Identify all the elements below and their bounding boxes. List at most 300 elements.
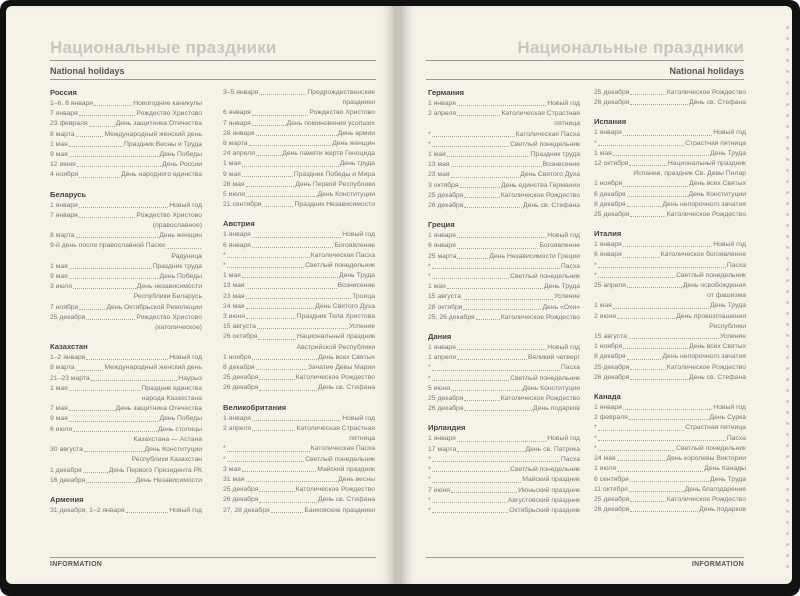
holiday-date: 8 марта — [50, 232, 75, 240]
leader-dots — [627, 206, 662, 207]
perforation-dot — [786, 510, 789, 513]
holiday-name: Пасха — [726, 261, 746, 269]
holiday-date: * — [223, 251, 226, 259]
holiday-name: День Конституции — [688, 190, 746, 198]
page-footer: INFORMATION — [50, 561, 103, 568]
holiday-date: 1 января — [594, 129, 622, 137]
leader-dots — [94, 105, 132, 106]
holiday-row — [223, 383, 375, 393]
holiday-date: 25 марта — [428, 252, 457, 260]
country-block — [50, 342, 202, 486]
holiday-date: * — [594, 139, 597, 147]
holiday-name: Международный женский день — [104, 130, 202, 138]
holiday-row — [594, 312, 746, 322]
holiday-row — [428, 99, 580, 109]
leader-dots — [598, 267, 726, 268]
holiday-name: День единства Германии — [500, 181, 580, 189]
holiday-row — [223, 322, 375, 332]
holiday-name: Светлый понедельник — [305, 455, 375, 463]
holiday-name-continued: праздники — [342, 99, 375, 107]
holiday-name: Июньский праздник — [518, 486, 580, 494]
country-block — [50, 190, 202, 334]
title-rule — [50, 60, 376, 61]
holiday-date: 2 июня — [594, 312, 616, 320]
holiday-row — [50, 404, 202, 414]
country-heading: Россия — [50, 88, 77, 97]
holiday-name: Великий четверг — [527, 354, 580, 362]
holiday-name: Новый год — [342, 231, 375, 239]
holiday-row — [428, 252, 580, 262]
holiday-name: День провозглашения — [676, 312, 746, 320]
holiday-date: * — [594, 424, 597, 432]
holiday-name: Богоявление — [539, 242, 580, 250]
holiday-name: День всех Святых — [689, 180, 746, 188]
holiday-name: День Труда — [710, 475, 746, 483]
holiday-date: 6 сентября — [594, 475, 629, 483]
holiday-date: 28 января — [223, 129, 255, 137]
holiday-row — [594, 505, 746, 515]
leader-dots — [91, 380, 178, 381]
holiday-row — [50, 160, 202, 170]
holiday-date: 1 июля — [594, 465, 617, 473]
leader-dots — [246, 186, 295, 187]
holiday-name: Вознесение — [542, 161, 580, 169]
holiday-date: * — [428, 455, 431, 463]
holiday-name-continued: пятница — [349, 435, 375, 443]
holiday-row — [50, 201, 202, 211]
leader-dots — [613, 155, 709, 156]
perforation-dot — [786, 224, 789, 227]
holiday-name: День женщин — [332, 140, 375, 148]
country-heading: Армения — [50, 494, 84, 504]
leader-dots — [630, 481, 709, 482]
holiday-row — [50, 425, 202, 435]
leader-dots — [69, 390, 141, 391]
country-block — [428, 423, 580, 516]
holiday-date: 26 октября — [223, 333, 258, 341]
leader-dots — [227, 267, 304, 268]
leader-dots — [630, 511, 698, 512]
holiday-row — [428, 445, 580, 455]
subtitle-rule — [50, 79, 376, 80]
country-heading: Канада — [594, 392, 621, 402]
leader-dots — [457, 451, 524, 452]
holiday-name: День защитника Отечества — [115, 405, 202, 413]
holiday-row — [223, 363, 375, 373]
holiday-name: День подарков — [699, 506, 746, 514]
holiday-row — [223, 271, 375, 281]
leader-dots — [259, 390, 317, 391]
holiday-row — [594, 149, 746, 159]
holiday-row — [428, 170, 580, 180]
holiday-name: День Святого Духа — [520, 171, 580, 179]
holiday-date: 1 января — [50, 201, 78, 209]
holiday-name: День Победы — [159, 151, 202, 159]
leader-dots — [432, 482, 522, 483]
perforation-dot — [786, 114, 789, 117]
perforation-dot — [786, 411, 789, 414]
holiday-date: * — [428, 130, 431, 138]
country-heading: Германия — [428, 88, 465, 97]
perforation-dot — [786, 323, 789, 326]
leader-dots — [76, 136, 104, 137]
holiday-name: Праздник труда — [530, 151, 580, 159]
holiday-row — [428, 394, 580, 404]
page-title: Национальные праздники — [50, 38, 277, 57]
leader-dots — [462, 299, 553, 300]
holiday-name: День Конституции — [144, 446, 202, 454]
holiday-date: 31 декабря, 1–2 января — [50, 506, 125, 514]
leader-dots — [252, 237, 341, 238]
holiday-row — [594, 88, 746, 98]
leader-dots — [432, 278, 509, 279]
holiday-row — [223, 414, 375, 424]
holiday-date: 25 декабря — [594, 363, 630, 371]
holiday-date: * — [428, 496, 431, 504]
holiday-date: 6 июля — [50, 425, 73, 433]
holiday-name: Праздник Независимости — [294, 201, 375, 209]
leader-dots — [86, 359, 168, 360]
holiday-name: Новый год — [169, 201, 202, 209]
holiday-row — [50, 353, 202, 363]
holiday-row — [594, 139, 746, 149]
page-title: Национальные праздники — [517, 38, 744, 57]
left-page — [6, 6, 396, 584]
holiday-date: 1 января — [428, 232, 456, 240]
country-heading: Великобритания — [223, 402, 287, 412]
holiday-date: 6 декабря — [594, 190, 626, 198]
holiday-row — [428, 496, 580, 506]
holiday-row — [223, 302, 375, 312]
holiday-row — [594, 98, 746, 108]
leader-dots — [246, 288, 337, 289]
leader-dots — [598, 145, 684, 146]
holiday-row — [223, 312, 375, 322]
holiday-name: День всех Святых — [318, 353, 375, 361]
holiday-row — [594, 190, 746, 200]
holiday-date: 3 октября — [428, 181, 459, 189]
holiday-date: 1 января — [428, 344, 456, 352]
holiday-row — [50, 363, 202, 373]
perforation-dot — [786, 488, 789, 491]
holiday-date: 26 декабря — [594, 506, 630, 514]
leader-dots — [598, 430, 684, 431]
holiday-date: 1 января — [223, 414, 251, 422]
holiday-row — [223, 373, 375, 383]
holiday-row — [223, 149, 375, 159]
holiday-name: Майский праздник — [317, 465, 375, 473]
holiday-date: 1 мая — [50, 384, 68, 392]
holiday-row — [223, 159, 375, 169]
holiday-row — [428, 181, 580, 191]
leader-dots — [476, 319, 500, 320]
holiday-name: Пасха — [560, 455, 580, 463]
leader-dots — [69, 156, 159, 157]
holiday-name: День всех Святых — [689, 343, 746, 351]
holiday-name: День св. Стефана — [318, 496, 375, 504]
holiday-name: Пасха — [726, 434, 746, 442]
holiday-name-continued: (православное) — [152, 222, 202, 230]
leader-dots — [252, 420, 341, 421]
holiday-row — [428, 404, 580, 414]
holiday-date: * — [428, 140, 431, 148]
holiday-row — [594, 454, 746, 464]
holiday-name: Католическое Рождество — [666, 495, 746, 503]
leader-dots — [630, 379, 688, 380]
holiday-row — [594, 159, 746, 169]
perforation-dot — [786, 103, 789, 106]
leader-dots — [242, 471, 316, 472]
holiday-name-continued: Республики Беларусь — [133, 293, 202, 301]
holiday-row — [50, 506, 202, 516]
perforation-dot — [786, 433, 789, 436]
leader-dots — [457, 258, 488, 259]
holiday-row — [428, 363, 580, 373]
holiday-name: День народного единства — [121, 171, 202, 179]
leader-dots — [79, 207, 168, 208]
perforation-dot — [786, 521, 789, 524]
perforation-dot — [786, 202, 789, 205]
holiday-name: Новый год — [713, 404, 746, 412]
holiday-date: 25 декабря — [223, 486, 259, 494]
perforation-dot — [786, 125, 789, 128]
holiday-date: 8 декабря — [594, 353, 626, 361]
holiday-row — [594, 271, 746, 281]
leader-dots — [84, 451, 144, 452]
holiday-column — [50, 88, 202, 525]
holiday-date: 5 июня — [428, 384, 450, 392]
holiday-date: 26 декабря — [594, 99, 630, 107]
holiday-row — [223, 129, 375, 139]
holiday-name: День Первого Президента РК — [108, 466, 202, 474]
holiday-column — [594, 88, 746, 524]
perforation-dot — [786, 565, 789, 568]
holiday-row — [428, 384, 580, 394]
leader-dots — [246, 298, 352, 299]
holiday-name: Светлый понедельник — [305, 262, 375, 270]
leader-dots — [451, 390, 522, 391]
holiday-row — [223, 424, 375, 434]
holiday-name: Католическое Рождество — [500, 395, 580, 403]
holiday-name: День защитника Отечества — [115, 120, 202, 128]
holiday-row — [428, 140, 580, 150]
holiday-date: 13 мая — [223, 282, 245, 290]
holiday-name: Новый год — [169, 354, 202, 362]
holiday-row — [50, 384, 202, 394]
leader-dots — [457, 441, 546, 442]
holiday-date: 1 мая — [50, 262, 68, 270]
holiday-name-continued: Австрийской Республики — [296, 343, 375, 351]
leader-dots — [252, 247, 334, 248]
holiday-row — [50, 303, 202, 313]
holiday-row — [223, 353, 375, 363]
leader-dots — [246, 318, 296, 319]
holiday-row — [594, 128, 746, 138]
holiday-date: 11 октября — [594, 485, 628, 493]
leader-dots — [126, 512, 169, 513]
leader-dots — [623, 135, 712, 136]
perforation-dot — [786, 169, 789, 172]
perforation-dot — [786, 246, 789, 249]
country-block — [428, 332, 580, 414]
holiday-date: 23 мая — [428, 171, 450, 179]
holiday-name: Светлый понедельник — [676, 271, 746, 279]
holiday-row — [223, 139, 375, 149]
perforation-dot — [786, 279, 789, 282]
holiday-row — [223, 281, 375, 291]
leader-dots — [432, 502, 507, 503]
country-heading: Австрия — [223, 219, 255, 229]
leader-dots — [613, 308, 709, 309]
holiday-date: 1 мая — [594, 149, 612, 157]
holiday-name: Троица — [352, 292, 375, 300]
holiday-date: 1 апреля — [428, 354, 457, 362]
holiday-row — [428, 353, 580, 363]
leader-dots — [451, 177, 520, 178]
holiday-name: Наурыз — [178, 374, 202, 382]
holiday-name: Страстная пятница — [685, 139, 746, 147]
holiday-name: Новый год — [547, 344, 580, 352]
holiday-date: * — [428, 262, 431, 270]
holiday-name: Рождество Христово — [309, 109, 375, 117]
holiday-row — [428, 241, 580, 251]
holiday-date: 3 июня — [223, 313, 245, 321]
holiday-row — [50, 170, 202, 180]
holiday-row — [50, 130, 202, 140]
holiday-row — [594, 373, 746, 383]
leader-dots — [246, 481, 337, 482]
leader-dots — [630, 216, 665, 217]
holiday-name: Пасха — [560, 364, 580, 372]
holiday-name: Национальный праздник — [296, 333, 375, 341]
holiday-name: День Труда — [710, 149, 746, 157]
holiday-row — [50, 313, 202, 323]
holiday-name: Праздник Весны и Труда — [123, 140, 202, 148]
holiday-date: 9 мая — [50, 151, 68, 159]
holiday-name: День России — [162, 161, 202, 169]
holiday-date: 1–2 января — [50, 354, 86, 362]
holiday-name: День поминовения усопших — [286, 119, 375, 127]
holiday-name: Новый год — [547, 232, 580, 240]
country-heading: Греция — [428, 220, 455, 230]
leader-dots — [457, 248, 539, 249]
holiday-row — [594, 495, 746, 505]
country-block — [594, 392, 746, 515]
leader-dots — [166, 248, 201, 249]
leader-dots — [457, 105, 546, 106]
holiday-row — [428, 150, 580, 160]
holiday-name: День «Охи» — [542, 303, 580, 311]
perforation-dot — [786, 466, 789, 469]
holiday-date: 1 мая — [428, 151, 446, 159]
holiday-row — [428, 313, 580, 323]
holiday-row — [594, 403, 746, 413]
leader-dots — [630, 94, 665, 95]
holiday-row — [50, 109, 202, 119]
holiday-name-continued: Республики Казахстан — [131, 456, 202, 464]
holiday-date: 7 января — [50, 110, 78, 118]
holiday-name: Католическое Рождество — [500, 313, 580, 321]
holiday-row — [594, 423, 746, 433]
holiday-name: Католическая Страстная — [296, 424, 375, 432]
holiday-row — [50, 466, 202, 476]
holiday-date: 1 ноября — [594, 343, 623, 351]
holiday-date: 7 мая — [50, 405, 68, 413]
holiday-name: День Независимости — [135, 476, 202, 484]
holiday-row — [223, 88, 375, 98]
holiday-date: 26 декабря — [428, 202, 464, 210]
perforation-dot — [786, 400, 789, 403]
country-block — [594, 117, 746, 220]
perforation-dot — [786, 213, 789, 216]
holiday-row — [428, 434, 580, 444]
leader-dots — [69, 278, 159, 279]
holiday-date: 3 мая — [223, 465, 241, 473]
holiday-row — [223, 465, 375, 475]
leader-dots — [69, 146, 123, 147]
holiday-date: * — [594, 434, 597, 442]
leader-dots — [464, 410, 532, 411]
leader-dots — [460, 187, 500, 188]
perforation-dot — [786, 191, 789, 194]
holiday-row — [223, 119, 375, 129]
holiday-row — [428, 109, 580, 119]
leader-dots — [451, 492, 517, 493]
perforation-dot — [786, 301, 789, 304]
holiday-date: 26 декабря — [594, 373, 630, 381]
leader-dots — [259, 379, 294, 380]
holiday-name: День Сурка — [709, 414, 746, 422]
holiday-row — [428, 506, 580, 516]
holiday-date: 1–6, 8 января — [50, 100, 93, 107]
holiday-name: День Труда — [710, 302, 746, 310]
holiday-date: * — [594, 271, 597, 279]
holiday-row — [50, 211, 202, 221]
perforation-dot — [786, 334, 789, 337]
holiday-name: День Победы — [159, 273, 202, 281]
holiday-row — [594, 261, 746, 271]
holiday-row — [50, 282, 202, 292]
perforation-dot — [786, 147, 789, 150]
holiday-name: Новый год — [547, 100, 580, 107]
holiday-row — [223, 180, 375, 190]
leader-dots — [464, 197, 499, 198]
holiday-name: Новогодние каникулы — [133, 100, 202, 107]
holiday-name: Международный женский день — [104, 364, 202, 372]
holiday-row — [594, 301, 746, 311]
holiday-name: День Святого Духа — [315, 302, 375, 310]
subtitle-rule — [426, 79, 744, 80]
holiday-date: 21 сентября — [223, 201, 262, 209]
leader-dots — [629, 419, 709, 420]
holiday-row — [594, 444, 746, 454]
leader-dots — [242, 176, 293, 177]
holiday-date: 1 мая — [594, 302, 612, 310]
holiday-name: Праздник труда — [152, 262, 202, 270]
country-block — [50, 495, 202, 516]
holiday-name: Новый год — [713, 129, 746, 137]
perforation-dot — [786, 235, 789, 238]
holiday-date: 2 апреля — [428, 110, 457, 118]
holiday-name: Успение — [348, 323, 375, 331]
holiday-date: 12 июня — [50, 161, 76, 169]
holiday-date: 5 июля — [223, 191, 246, 199]
holiday-name: День женщин — [159, 232, 202, 240]
holiday-date: 9 мая — [223, 170, 241, 178]
holiday-date: 15 августа — [428, 293, 461, 301]
holiday-date: 25 декабря — [594, 211, 630, 219]
holiday-row — [50, 374, 202, 384]
